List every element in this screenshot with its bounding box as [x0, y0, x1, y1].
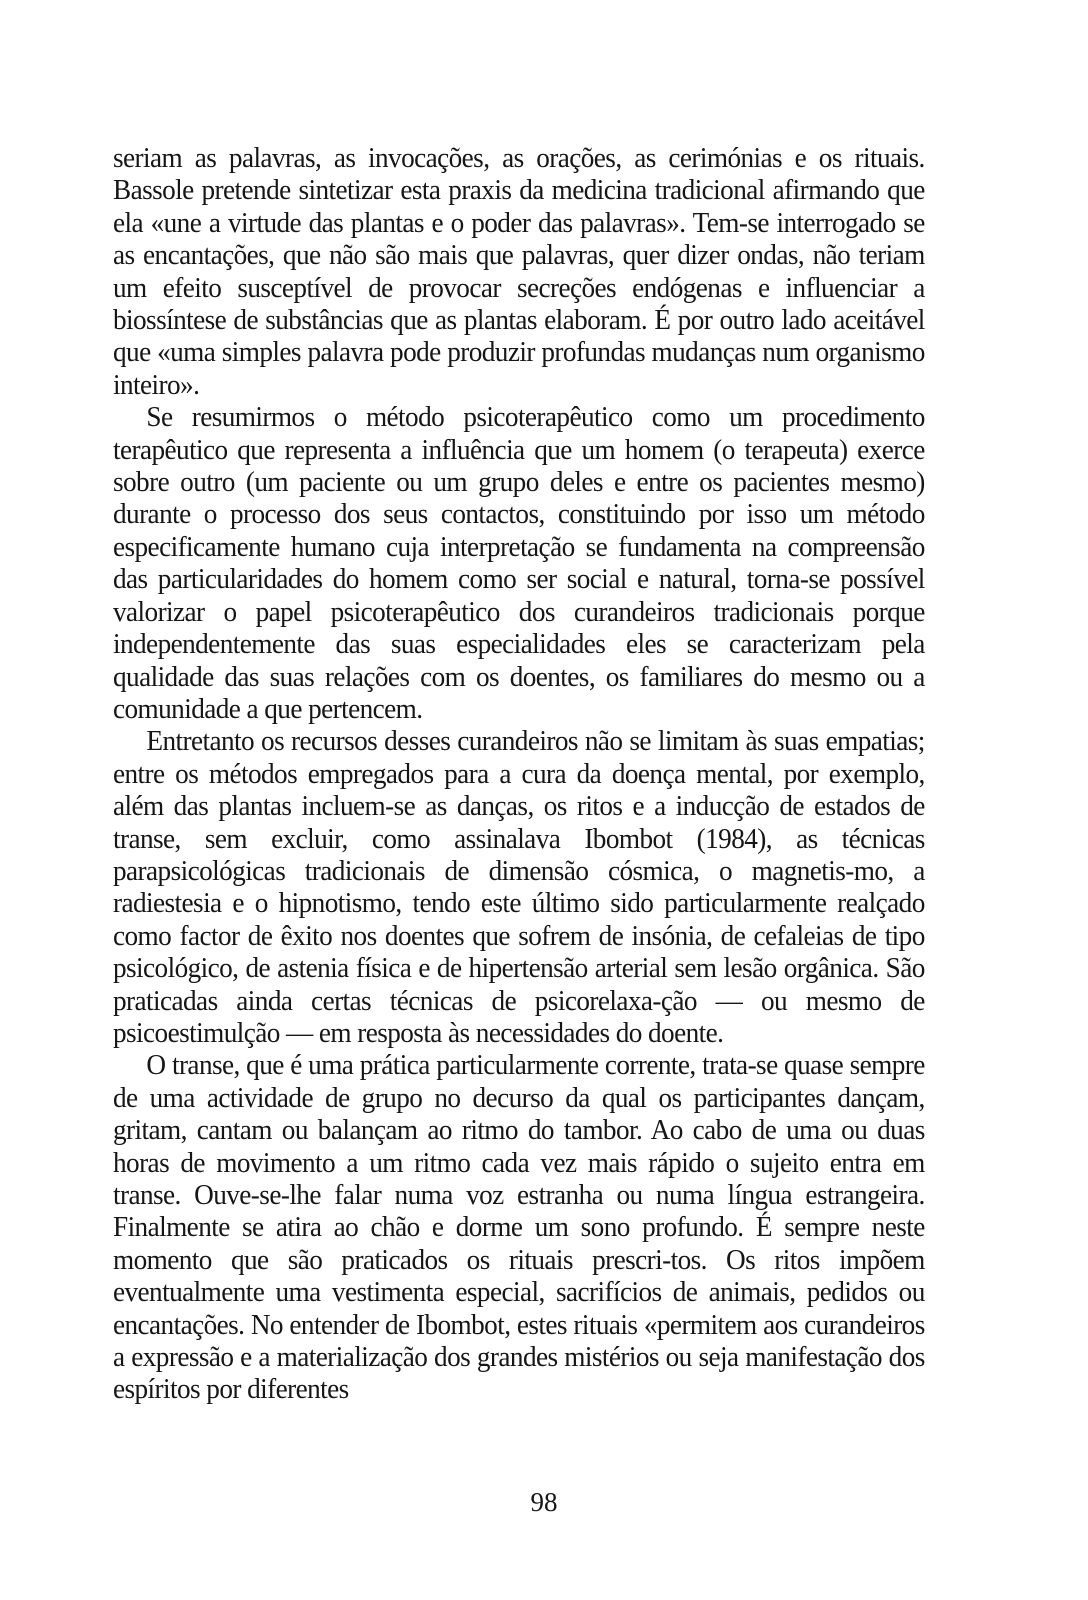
paragraph-3: Entretanto os recursos desses curandeiros não se limitam às suas empatias; entre os métodos empregados para a cura da doença mental, por exemplo, além das plantas incluem-se as danças, os ritos e a inducção de estados de transe, sem excluir, como assinalava Ibombot (1984), as técnicas parapsicológicas tradicionais de dimensão cósmica, o magnetis-mo, a radiestesia e o hipnotismo, tendo este último sido particularmente realçado como factor de êxito nos doentes que sofrem de insónia, de cefaleias de tipo psicológico, de astenia física e de hipertensão arterial sem lesão orgânica. São praticadas ainda certas técnicas de psicorelaxa-ção — ou mesmo de psicoestimulção — em resposta às necessidades do doente.: [113, 726, 925, 1049]
paragraph-1: seriam as palavras, as invocações, as orações, as cerimónias e os rituais. Bassole pretende sintetizar esta praxis da medicina tradicional afirmando que ela «une a virtude das plantas e o poder das palavras». Tem-se interrogado se as encantações, que não são mais que palavras, quer dizer ondas, não teriam um efeito susceptível de provocar secreções endógenas e influenciar a biossíntese de substâncias que as plantas elaboram. É por outro lado aceitável que «uma simples palavra pode produzir profundas mudanças num organismo inteiro».: [113, 143, 925, 401]
paragraph-4: O transe, que é uma prática particularmente corrente, trata-se quase sempre de uma actividade de grupo no decurso da qual os participantes dançam, gritam, cantam ou balançam ao ritmo do tambor. Ao cabo de uma ou duas horas de movimento a um ritmo cada vez mais rápido o sujeito entra em transe. Ouve-se-lhe falar numa voz estranha ou numa língua estrangeira. Finalmente se atira ao chão e dorme um sono profundo. É sempre neste momento que são praticados os rituais prescri-tos. Os ritos impõem eventualmente uma vestimenta especial, sacrifícios de animais, pedidos ou encantações. No entender de Ibombot, estes rituais «permitem aos curandeiros a expressão e a materialização dos grandes mistérios ou seja manifestação dos espíritos por diferentes: [113, 1050, 925, 1406]
page-body: [113, 143, 925, 1407]
paragraph-2: Se resumirmos o método psicoterapêutico como um procedimento terapêutico que representa a influência que um homem (o terapeuta) exerce sobre outro (um paciente ou um grupo deles e entre os pacientes mesmo) durante o processo dos seus contactos, constituindo por isso um método especificamente humano cuja interpretação se fundamenta na compreensão das particularidades do homem como ser social e natural, torna-se possível valorizar o papel psicoterapêutico dos curandeiros tradicionais porque independentemente das suas especialidades eles se caracterizam pela qualidade das suas relações com os doentes, os familiares do mesmo ou a comunidade a que pertencem.: [113, 402, 925, 725]
page-number: 98: [530, 1487, 558, 1517]
